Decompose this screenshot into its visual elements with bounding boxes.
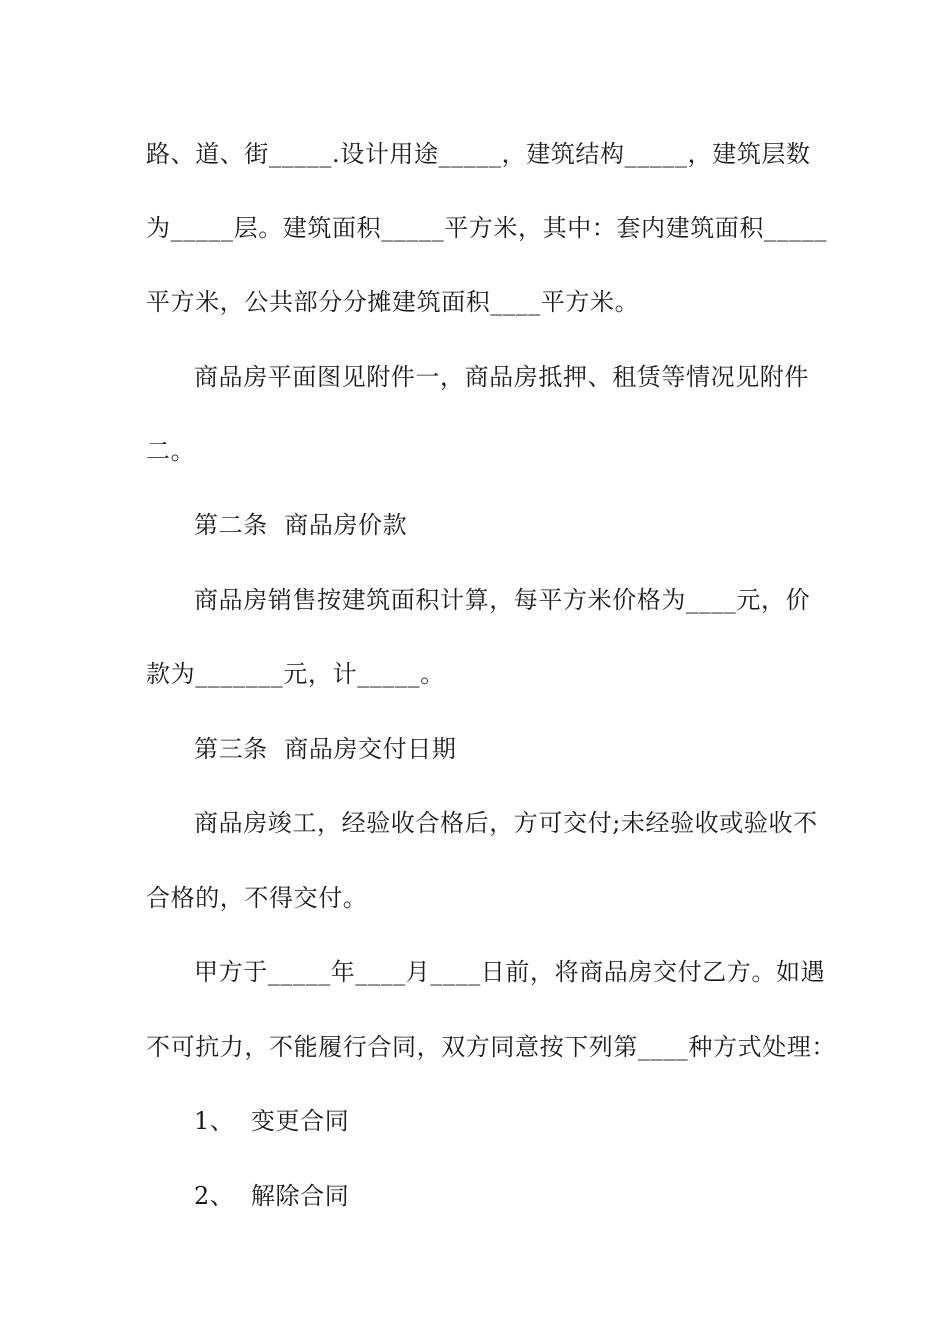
paragraph-line: 商品房销售按建筑面积计算，每平方米价格为____元，价 xyxy=(194,586,811,614)
paragraph-line: 为_____层。建筑面积_____平方米，其中：套内建筑面积_____ xyxy=(146,214,827,242)
paragraph-line: 甲方于_____年____月____日前，将商品房交付乙方。如遇 xyxy=(194,958,826,986)
paragraph-line: 二。 xyxy=(146,437,196,465)
section-heading: 第二条 商品房价款 xyxy=(194,511,408,539)
paragraph-line: 不可抗力，不能履行合同，双方同意按下列第____种方式处理： xyxy=(146,1033,836,1061)
paragraph-line: 商品房竣工，经验收合格后，方可交付;未经验收或验收不 xyxy=(194,809,818,837)
list-item: 2、 解除合同 xyxy=(194,1182,350,1210)
paragraph-line: 平方米，公共部分分摊建筑面积____平方米。 xyxy=(146,288,640,316)
list-item: 1、 变更合同 xyxy=(194,1107,350,1135)
paragraph-line: 款为_______元，计_____。 xyxy=(146,660,445,688)
paragraph-line: 合格的，不得交付。 xyxy=(146,884,368,912)
paragraph-line: 路、道、街_____.设计用途_____，建筑结构_____，建筑层数 xyxy=(146,140,811,168)
paragraph-line: 商品房平面图见附件一，商品房抵押、租赁等情况见附件 xyxy=(194,363,809,391)
section-heading: 第三条 商品房交付日期 xyxy=(194,735,457,763)
